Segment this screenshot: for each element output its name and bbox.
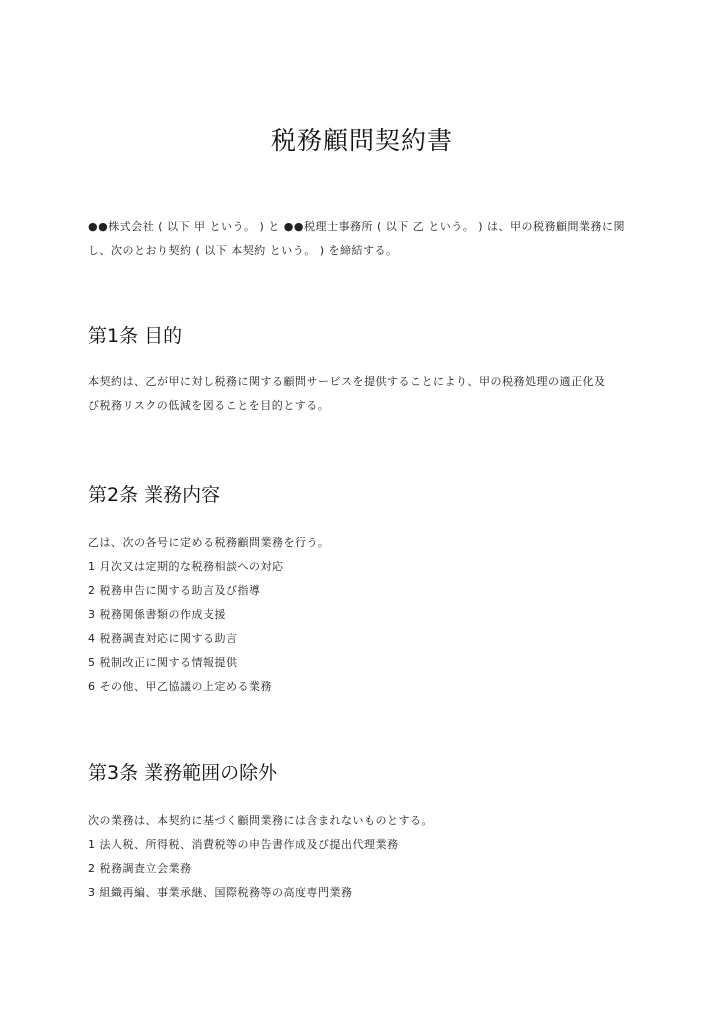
article-3-body bbox=[88, 809, 648, 905]
article-1-body bbox=[88, 370, 648, 418]
list-item: 2 税務申告に関する助言及び指導 bbox=[88, 584, 261, 597]
list-item: 3 税務関係書類の作成支援 bbox=[88, 608, 226, 621]
list-item: 5 税制改正に関する情報提供 bbox=[88, 656, 238, 669]
list-item: 3 組織再編、事業承継、国際税務等の高度専門業務 bbox=[88, 886, 353, 899]
list-item: 1 月次又は定期的な税務相談への対応 bbox=[88, 560, 284, 573]
article-line: 次の業務は、本契約に基づく顧問業務には含まれないものとする。 bbox=[88, 814, 433, 827]
article-3-heading: 第3条 業務範囲の除外 bbox=[88, 762, 278, 784]
list-item: 4 税務調査対応に関する助言 bbox=[88, 632, 238, 645]
article-line: び税務リスクの低減を図ることを目的とする。 bbox=[88, 399, 330, 412]
article-2-heading: 第2条 業務内容 bbox=[88, 484, 221, 506]
article-2-body bbox=[88, 531, 648, 699]
article-line: 本契約は、乙が甲に対し税務に関する顧問サービスを提供することにより、甲の税務処理の適正化及 bbox=[88, 375, 606, 388]
preamble-line: ●●株式会社 ( 以下 甲 という。 ) と ●●税理士事務所 ( 以下 乙 という。 ) は、甲の税務顧問業務に関 bbox=[88, 220, 626, 233]
preamble-line: し、次のとおり契約 ( 以下 本契約 という。 ) を締結する。 bbox=[88, 244, 398, 257]
document-title: 税務顧問契約書 bbox=[270, 126, 453, 155]
article-line: 乙は、次の各号に定める税務顧問業務を行う。 bbox=[88, 536, 330, 549]
list-item: 2 税務調査立会業務 bbox=[88, 862, 192, 875]
preamble bbox=[88, 215, 648, 263]
list-item: 1 法人税、所得税、消費税等の申告書作成及び提出代理業務 bbox=[88, 838, 399, 851]
list-item: 6 その他、甲乙協議の上定める業務 bbox=[88, 680, 272, 693]
article-1-heading: 第1条 目的 bbox=[88, 325, 183, 347]
